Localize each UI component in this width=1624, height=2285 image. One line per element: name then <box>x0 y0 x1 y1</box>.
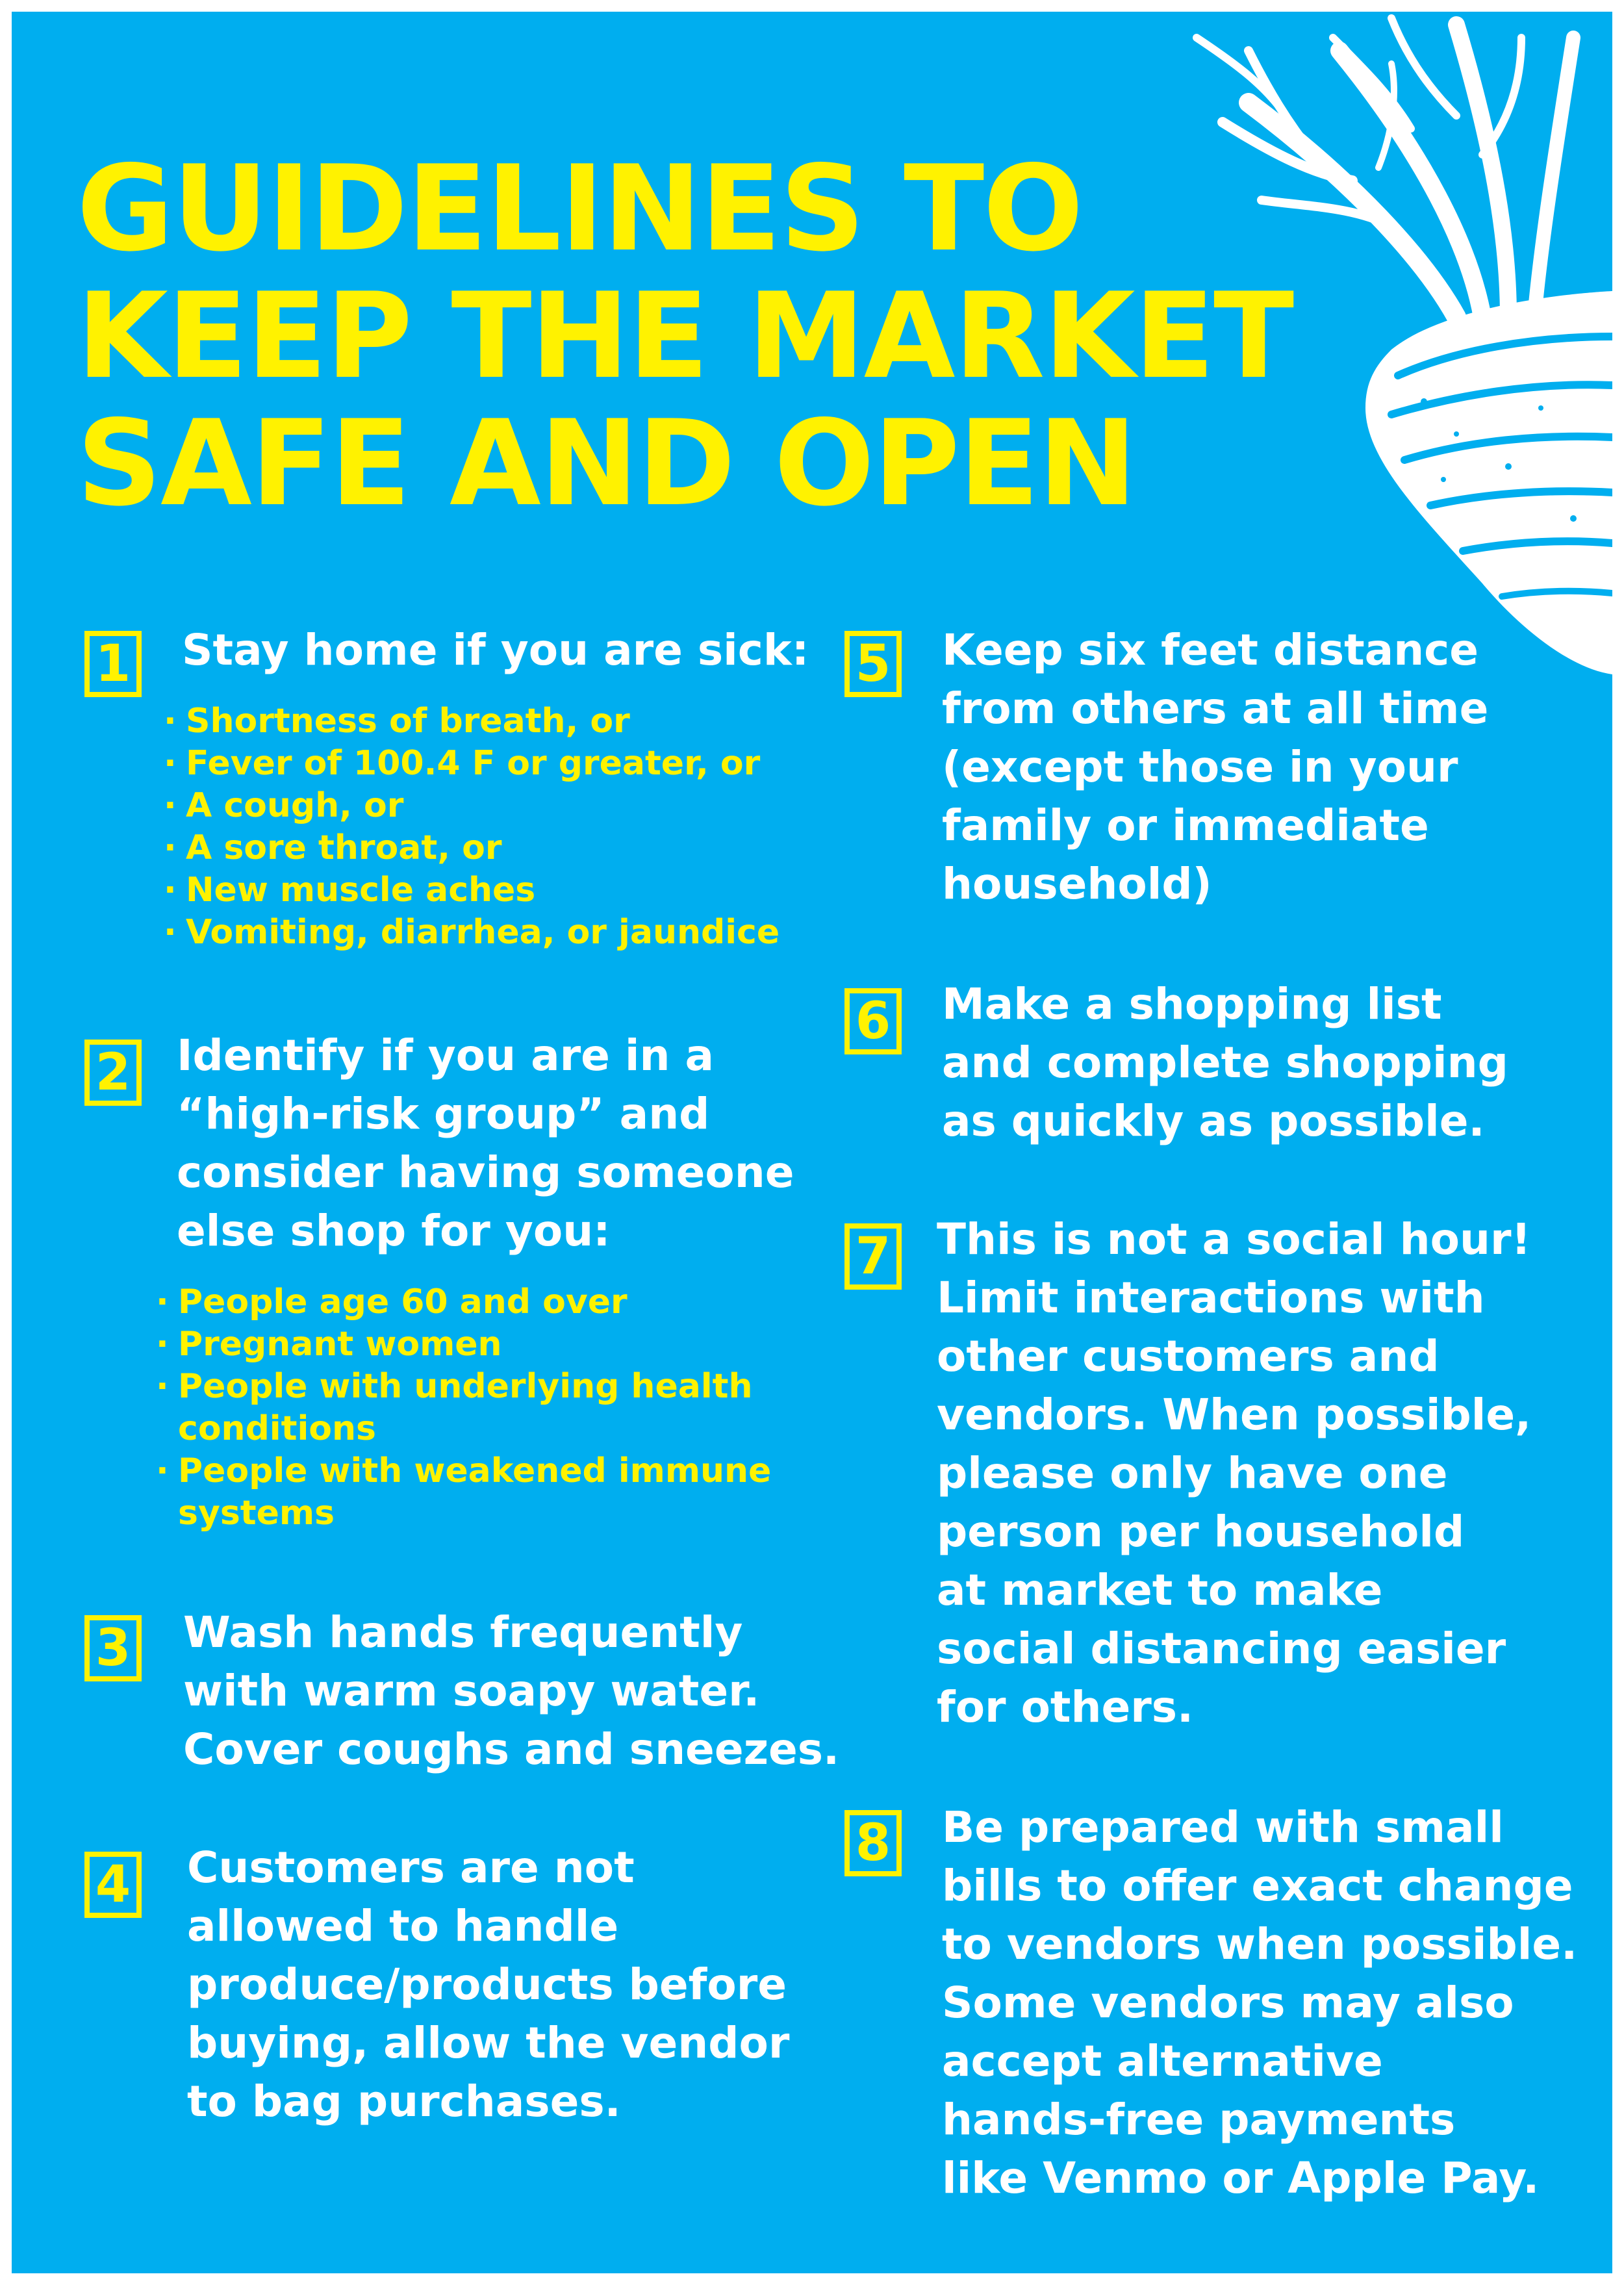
guideline-text-line: as quickly as possible. <box>942 1096 1485 1146</box>
guideline-number-badge: 4 <box>84 1852 142 1918</box>
list-item <box>156 1366 771 1450</box>
guideline-number-badge: 5 <box>844 631 902 697</box>
guideline-number-badge: 3 <box>84 1615 142 1681</box>
guideline-text-line: produce/products before <box>187 1959 787 2010</box>
guideline-text-line: Stay home if you are sick: <box>182 625 809 675</box>
list-item-text: A cough, or <box>186 786 404 825</box>
list-item <box>164 869 780 912</box>
list-item <box>164 785 780 827</box>
guideline-text-line: please only have one <box>937 1448 1448 1498</box>
guideline-text-line: social distancing easier <box>937 1624 1506 1674</box>
list-item <box>156 1450 771 1535</box>
list-item-text: Vomiting, diarrhea, or jaundice <box>186 913 780 952</box>
guideline-text-line: with warm soapy water. <box>183 1666 760 1716</box>
list-item-text: Shortness of breath, or <box>186 702 630 741</box>
guideline-heading <box>942 1798 1577 2208</box>
guideline-6 <box>844 975 1592 1164</box>
guideline-7 <box>844 1210 1592 1743</box>
guideline-text-line: else shop for you: <box>177 1206 611 1256</box>
guideline-number-badge: 2 <box>84 1040 142 1106</box>
guideline-number-badge: 1 <box>84 631 142 697</box>
guideline-heading <box>942 975 1508 1151</box>
poster <box>12 12 1612 2273</box>
guideline-text-line: Be prepared with small <box>942 1802 1504 1852</box>
guideline-number-badge: 8 <box>844 1810 902 1876</box>
list-item <box>156 1281 771 1323</box>
guideline-text-line: household) <box>942 859 1212 909</box>
guideline-text-line: to bag purchases. <box>187 2076 621 2126</box>
title-line: KEEP THE MARKET <box>77 267 1293 405</box>
guideline-5 <box>844 621 1592 920</box>
list-item <box>164 700 780 743</box>
guideline-4 <box>84 1839 864 2138</box>
high-risk-list <box>156 1281 771 1535</box>
list-item-text: Fever of 100.4 F or greater, or <box>186 744 761 783</box>
guideline-text-line: Make a shopping list <box>942 979 1442 1029</box>
title-line: GUIDELINES TO <box>77 140 1082 277</box>
symptom-list <box>164 700 780 954</box>
guideline-3 <box>84 1603 864 1792</box>
list-item <box>164 912 780 954</box>
guideline-heading <box>187 1839 789 2131</box>
guideline-text-line: vendors. When possible, <box>937 1390 1532 1440</box>
guideline-text-line: Cover coughs and sneezes. <box>183 1724 840 1774</box>
guideline-text-line: other customers and <box>937 1331 1440 1381</box>
list-item <box>156 1323 771 1366</box>
guideline-1 <box>84 621 831 985</box>
guideline-text-line: Customers are not <box>187 1843 635 1893</box>
guideline-number-badge: 6 <box>844 988 902 1054</box>
guideline-text-line: Identify if you are in a <box>177 1030 715 1080</box>
guideline-heading <box>183 1603 839 1779</box>
list-item-text: People age 60 and over <box>178 1283 628 1321</box>
guideline-number-badge: 7 <box>844 1223 902 1290</box>
guideline-text-line: for others. <box>937 1682 1194 1732</box>
guideline-text-line: buying, allow the vendor <box>187 2018 790 2068</box>
guideline-heading <box>942 621 1488 913</box>
guideline-heading <box>182 621 809 680</box>
guideline-text-line: Keep six feet distance <box>942 625 1479 675</box>
list-item-text: systems <box>178 1494 335 1533</box>
guideline-heading <box>937 1210 1531 1737</box>
guideline-text-line: and complete shopping <box>942 1038 1508 1088</box>
list-item-text: A sore throat, or <box>186 828 502 867</box>
guideline-text-line: to vendors when possible. <box>942 1919 1578 1969</box>
poster-title <box>77 140 1311 532</box>
guideline-text-line: at market to make <box>937 1565 1383 1615</box>
guideline-text-line: consider having someone <box>177 1147 794 1197</box>
guideline-text-line: Some vendors may also <box>942 1978 1514 2028</box>
title-line: SAFE AND OPEN <box>77 394 1136 532</box>
guideline-text-line: Wash hands frequently <box>183 1607 743 1657</box>
guideline-text-line: person per household <box>937 1507 1465 1557</box>
list-item <box>164 743 780 785</box>
guideline-8 <box>844 1798 1605 2227</box>
guideline-text-line: bills to offer exact change <box>942 1861 1573 1911</box>
list-item-text: New muscle aches <box>186 871 536 910</box>
guideline-text-line: accept alternative <box>942 2036 1383 2086</box>
list-item <box>164 827 780 869</box>
guideline-heading <box>177 1027 794 1260</box>
list-item-text: · People with underlying health <box>178 1367 753 1406</box>
guideline-2 <box>84 1027 831 1546</box>
guideline-text-line: like Venmo or Apple Pay. <box>942 2153 1540 2203</box>
list-item-text: conditions <box>178 1409 376 1448</box>
list-item-text: Pregnant women <box>178 1325 502 1364</box>
list-item-text: · People with weakened immune <box>178 1451 772 1490</box>
guideline-text-line: hands-free payments <box>942 2095 1456 2145</box>
guideline-text-line: (except those in your <box>942 742 1458 792</box>
guideline-text-line: Limit interactions with <box>937 1273 1485 1323</box>
guideline-text-line: from others at all time <box>942 683 1489 734</box>
guideline-text-line: family or immediate <box>942 800 1429 850</box>
guideline-text-line: “high-risk group” and <box>177 1089 710 1139</box>
guideline-text-line: This is not a social hour! <box>937 1214 1531 1264</box>
guideline-text-line: allowed to handle <box>187 1901 619 1951</box>
